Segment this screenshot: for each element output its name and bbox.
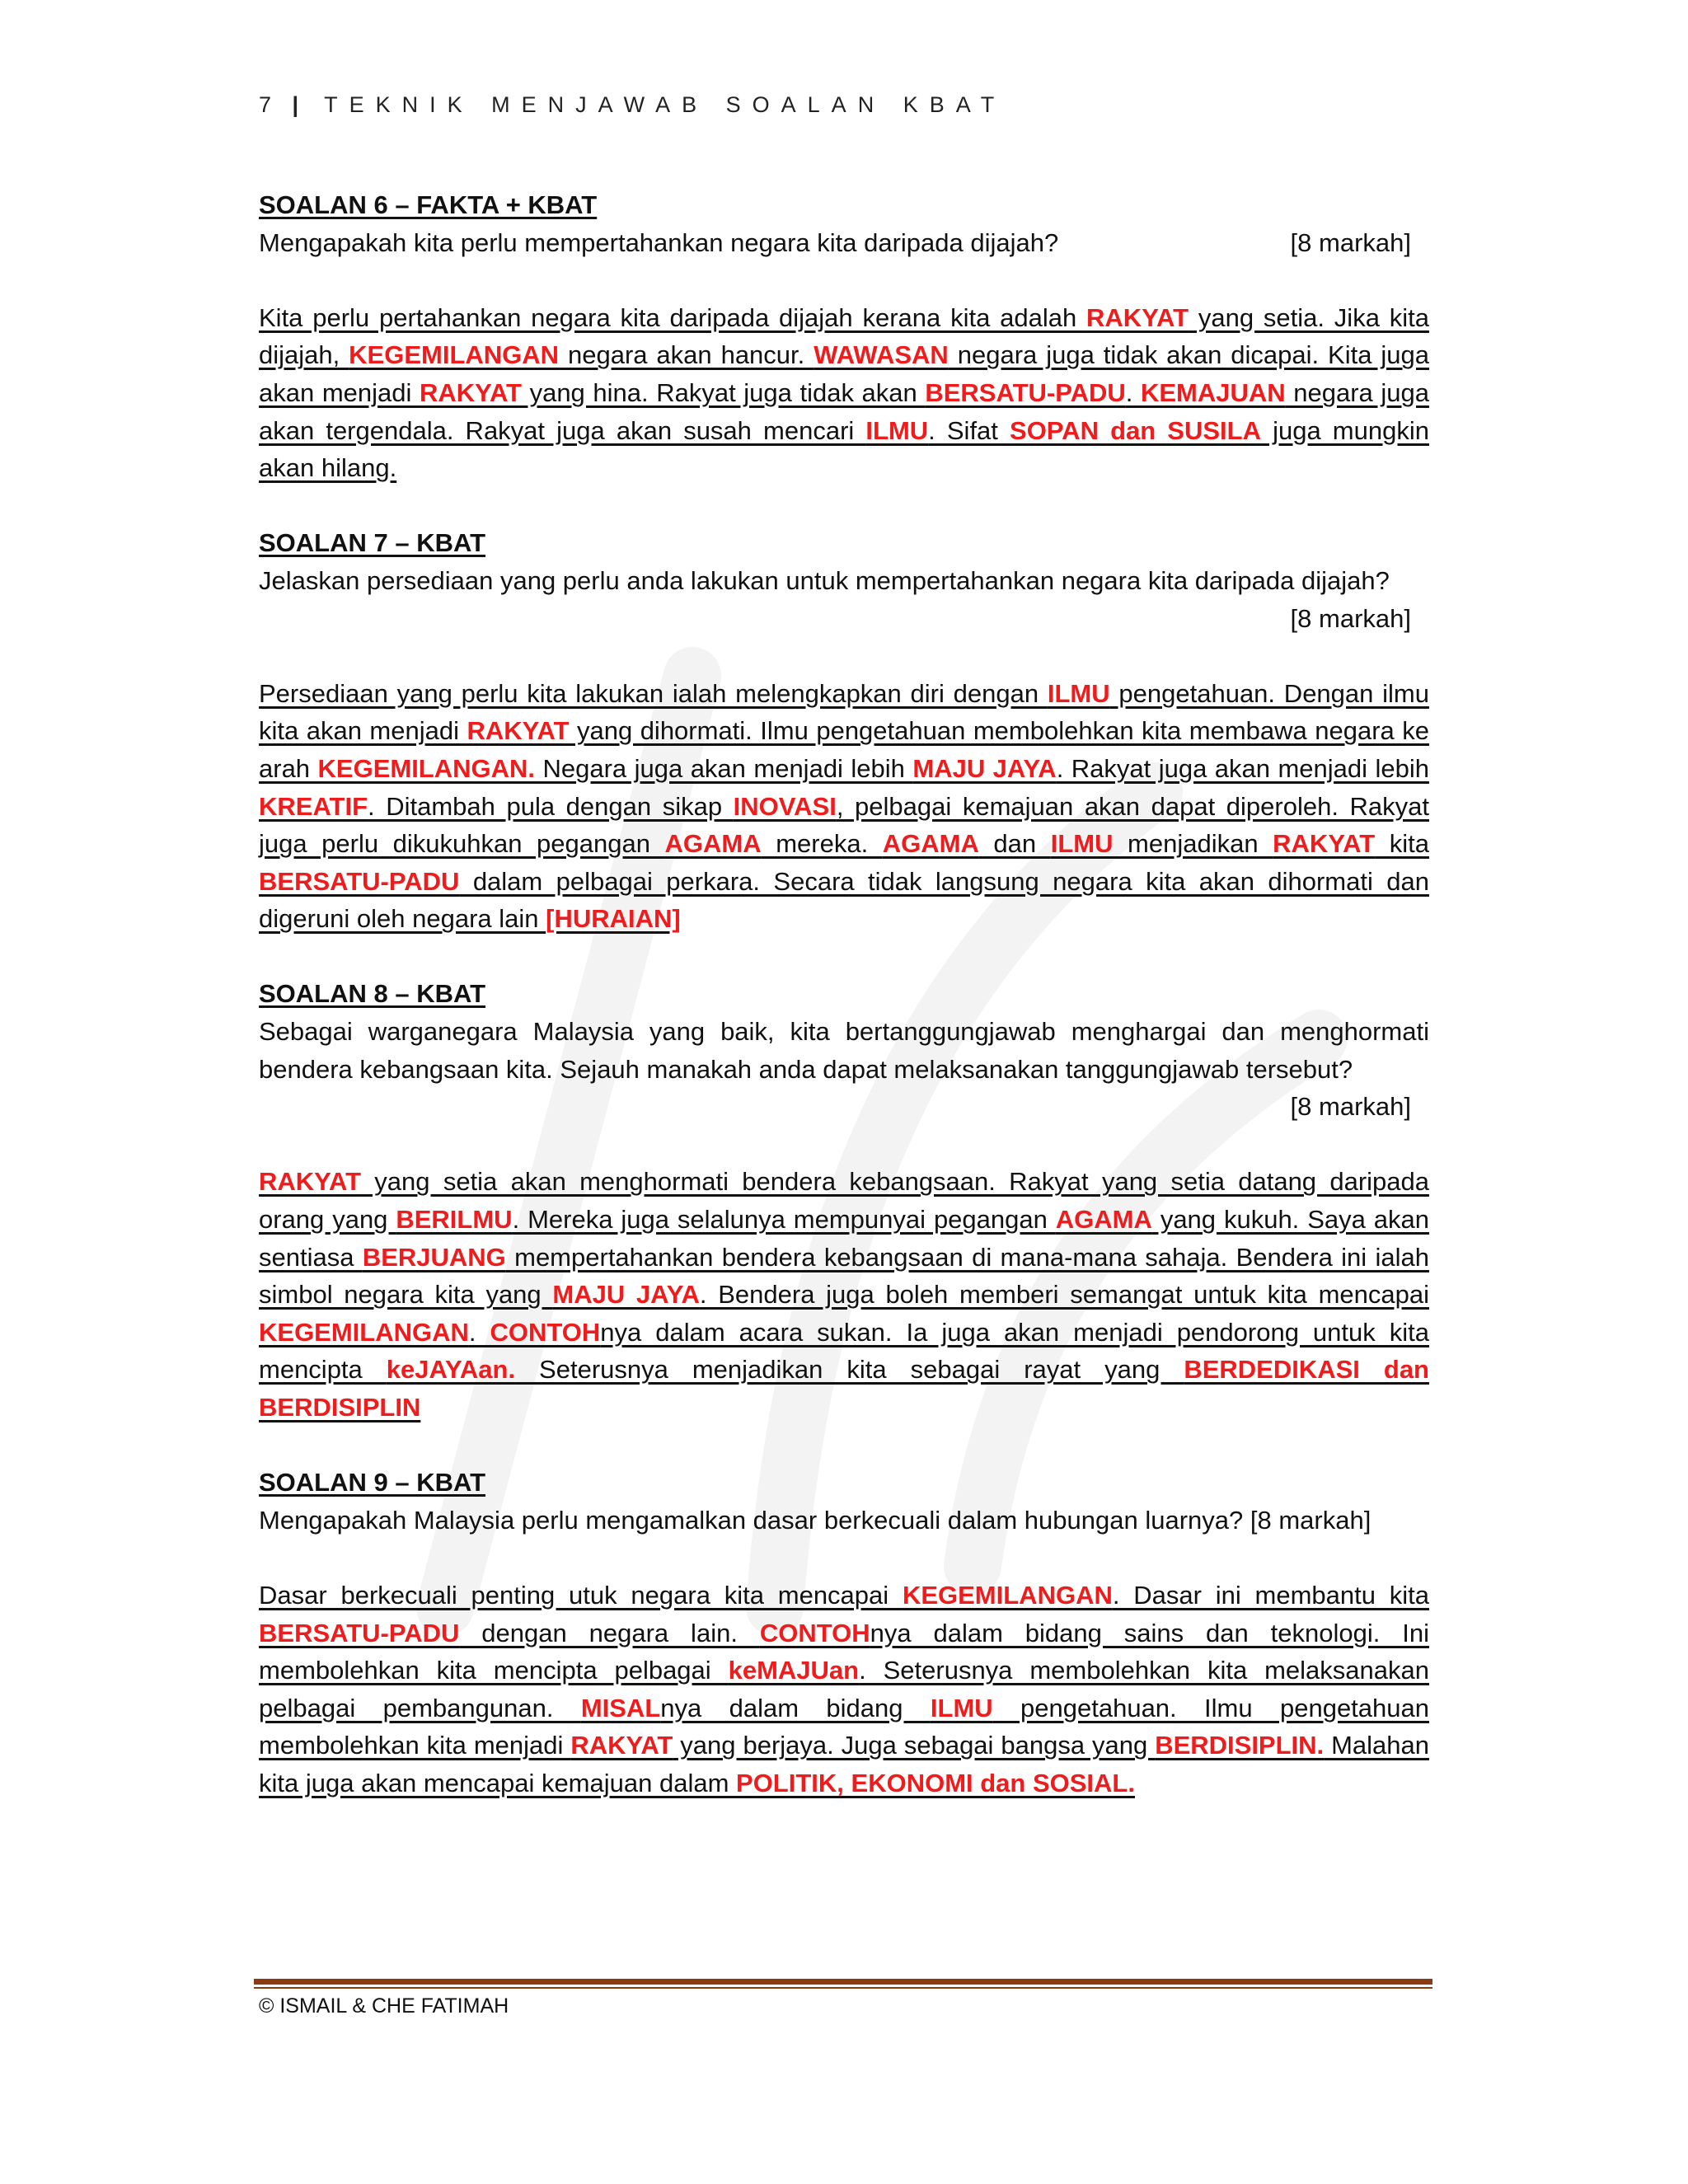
answer-text: juga mungkin akan hilang.	[259, 415, 1429, 483]
answer-text: negara juga tidak akan dicapai. Kita juga akan menjadi	[259, 340, 1430, 407]
answer-text: . Seterusnya membolehkan kita melaksanakan pelbagai pembangunan.	[259, 1656, 1429, 1722]
answer-text: .	[1125, 377, 1141, 407]
answer-text: Kita perlu pertahankan negara kita daripada dijajah kerana kita adalah	[259, 302, 1087, 332]
answer-text: Dasar berkecuali penting utuk negara kita mencapai	[259, 1580, 903, 1610]
answer-paragraph	[259, 675, 1429, 938]
keyword-highlight: MAJU JAYA	[912, 753, 1057, 783]
keyword-highlight: AGAMA	[1055, 1205, 1152, 1235]
keyword-highlight: ILMU	[865, 415, 929, 445]
keyword-highlight: WAWASAN	[814, 340, 949, 370]
answer-text: . Sifat	[928, 415, 1010, 445]
question-text: Jelaskan persediaan yang perlu anda lakukan untuk mempertahankan negara kita daripada dijajah?	[259, 565, 1390, 595]
keyword-highlight: BERJUANG	[362, 1242, 506, 1272]
keyword-highlight: KREATIF	[259, 791, 368, 821]
question-line	[259, 224, 1429, 262]
answer-text: dengan negara lain.	[459, 1618, 760, 1647]
question-section-8	[259, 975, 1429, 1426]
question-text: Mengapakah kita perlu mempertahankan negara kita daripada dijajah?	[259, 227, 1059, 257]
footer-rule	[254, 1979, 1432, 1985]
answer-text: mempertahankan bendera kebangsaan di mana-mana sahaja. Bendera ini ialah simbol negara kita yang	[259, 1242, 1429, 1310]
keyword-highlight: CONTOH	[759, 1618, 870, 1647]
question-section-6	[259, 186, 1429, 487]
keyword-highlight: ILMU	[1047, 678, 1110, 708]
answer-text: . Mereka juga selalunya mempunyai pegangan	[512, 1205, 1056, 1235]
keyword-highlight: keMAJUan	[728, 1656, 860, 1685]
keyword-highlight: CONTOH	[490, 1317, 601, 1347]
keyword-highlight: AGAMA	[882, 829, 979, 859]
answer-text: mereka.	[761, 829, 883, 859]
document-body	[259, 186, 1429, 1840]
keyword-highlight: keJAYAan.	[386, 1355, 516, 1385]
keyword-highlight: MISAL	[580, 1693, 661, 1722]
answer-text: yang berjaya. Juga sebagai bangsa yang	[673, 1731, 1156, 1760]
keyword-highlight: RAKYAT	[467, 716, 570, 746]
keyword-highlight: RAKYAT	[259, 1167, 362, 1197]
keyword-highlight: BERSATU-PADU	[925, 377, 1126, 407]
section-title: SOALAN 8 – KBAT	[259, 979, 486, 1009]
answer-text: dan	[978, 829, 1051, 859]
question-text: Mengapakah Malaysia perlu mengamalkan dasar berkecuali dalam hubungan luarnya?	[259, 1505, 1244, 1535]
marks-label: [8 markah]	[1250, 1505, 1372, 1535]
question-section-9	[259, 1464, 1429, 1802]
keyword-highlight: AGAMA	[664, 829, 762, 859]
answer-text: Negara juga akan menjadi lebih	[535, 753, 913, 783]
header-separator: |	[292, 92, 302, 117]
page-number: 7	[259, 92, 275, 117]
section-title: SOALAN 7 – KBAT	[259, 528, 486, 558]
keyword-highlight: BERSATU-PADU	[259, 866, 460, 896]
keyword-highlight: MAJU JAYA	[552, 1280, 700, 1310]
keyword-highlight: POLITIK, EKONOMI dan SOSIAL.	[736, 1768, 1135, 1797]
question-line	[259, 1502, 1429, 1540]
answer-text: Persediaan yang perlu kita lakukan ialah melengkapkan diri dengan	[259, 678, 1048, 708]
answer-paragraph	[259, 1577, 1429, 1802]
answer-text: negara akan hancur.	[559, 340, 814, 370]
answer-text: dalam pelbagai perkara. Secara tidak langsung negara kita akan dihormati dan digeruni oleh negara lain	[259, 866, 1429, 934]
keyword-highlight: ILMU	[930, 1693, 993, 1722]
keyword-highlight: KEGEMILANGAN	[902, 1580, 1113, 1610]
keyword-highlight: INOVASI	[733, 791, 837, 821]
marks-label: [8 markah]	[1290, 227, 1411, 257]
answer-text: yang setia. Jika kita dijajah,	[259, 302, 1429, 370]
answer-text: Seterusnya menjadikan kita sebagai rayat yang	[515, 1355, 1184, 1385]
answer-text: , pelbagai kemajuan akan dapat diperoleh. Rakyat juga perlu dikukuhkan pegangan	[259, 791, 1429, 859]
answer-text: . Bendera juga boleh memberi semangat untuk kita mencapai	[699, 1280, 1430, 1310]
document-title: TEKNIK MENJAWAB SOALAN KBAT	[324, 92, 1006, 117]
answer-text: . Rakyat juga akan menjadi lebih	[1056, 753, 1429, 783]
keyword-highlight: KEGEMILANGAN	[349, 340, 560, 370]
keyword-highlight: BERDISIPLIN.	[1155, 1731, 1325, 1760]
answer-text: nya dalam bidang sains dan teknologi. Ini membolehkan kita mencipta pelbagai	[259, 1618, 1429, 1685]
marks-label: [8 markah]	[1290, 1092, 1411, 1122]
answer-text: menjadikan	[1113, 829, 1273, 859]
answer-text: yang kukuh. Saya akan sentiasa	[259, 1205, 1430, 1272]
question-section-7	[259, 524, 1429, 938]
section-title: SOALAN 6 – FAKTA + KBAT	[259, 190, 598, 219]
answer-text: yang setia akan menghormati bendera kebangsaan. Rakyat yang setia datang daripada orang yang	[259, 1167, 1429, 1235]
answer-text: negara juga akan tergendala. Rakyat juga akan susah mencari	[259, 377, 1429, 445]
page-header	[259, 92, 1006, 118]
footer-rule-thin	[254, 1987, 1432, 1989]
keyword-highlight: RAKYAT	[1273, 829, 1376, 859]
answer-text: nya dalam acara sukan. Ia juga akan menjadi pendorong untuk kita mencipta	[259, 1317, 1429, 1385]
answer-text: . Ditambah pula dengan sikap	[368, 791, 734, 821]
keyword-highlight: RAKYAT	[419, 377, 522, 407]
footer-copyright: © ISMAIL & CHE FATIMAH	[259, 1994, 509, 2018]
answer-text: kita	[1375, 829, 1429, 859]
keyword-highlight: KEGEMILANGAN	[259, 1317, 469, 1347]
keyword-highlight: BERSATU-PADU	[259, 1618, 460, 1647]
keyword-highlight: KEGEMILANGAN.	[317, 753, 536, 783]
answer-text: nya dalam bidang	[660, 1693, 931, 1722]
answer-text: . Dasar ini membantu kita	[1112, 1580, 1429, 1610]
answer-paragraph	[259, 299, 1429, 487]
marks-label: [8 markah]	[1290, 603, 1411, 633]
keyword-highlight: [HURAIAN]	[546, 904, 681, 934]
answer-paragraph	[259, 1163, 1429, 1426]
answer-text: .	[468, 1317, 490, 1347]
keyword-highlight: RAKYAT	[1086, 302, 1189, 332]
keyword-highlight: RAKYAT	[570, 1731, 673, 1760]
keyword-highlight: KEMAJUAN	[1140, 377, 1286, 407]
keyword-highlight: ILMU	[1050, 829, 1114, 859]
answer-text: yang hina. Rakyat juga tidak akan	[521, 377, 926, 407]
keyword-highlight: SOPAN dan SUSILA	[1010, 415, 1261, 445]
answer-text: pengetahuan. Dengan ilmu kita akan menjadi	[259, 678, 1429, 746]
answer-text: pengetahuan. Ilmu pengetahuan membolehkan kita menjadi	[259, 1693, 1429, 1760]
section-title: SOALAN 9 – KBAT	[259, 1468, 486, 1497]
keyword-highlight: BERDEDIKASI dan BERDISIPLIN	[259, 1355, 1429, 1422]
keyword-highlight: BERILMU	[396, 1205, 513, 1235]
question-text: Sebagai warganegara Malaysia yang baik, kita bertanggungjawab menghargai dan menghormati bendera kebangsaan kita. Sejauh manakah anda dapat melaksanakan tanggungjawab tersebut?	[259, 1017, 1429, 1084]
answer-text: Malahan kita juga akan mencapai kemajuan dalam	[259, 1731, 1430, 1797]
answer-text: yang dihormati. Ilmu pengetahuan membolehkan kita membawa negara ke arah	[259, 716, 1429, 783]
